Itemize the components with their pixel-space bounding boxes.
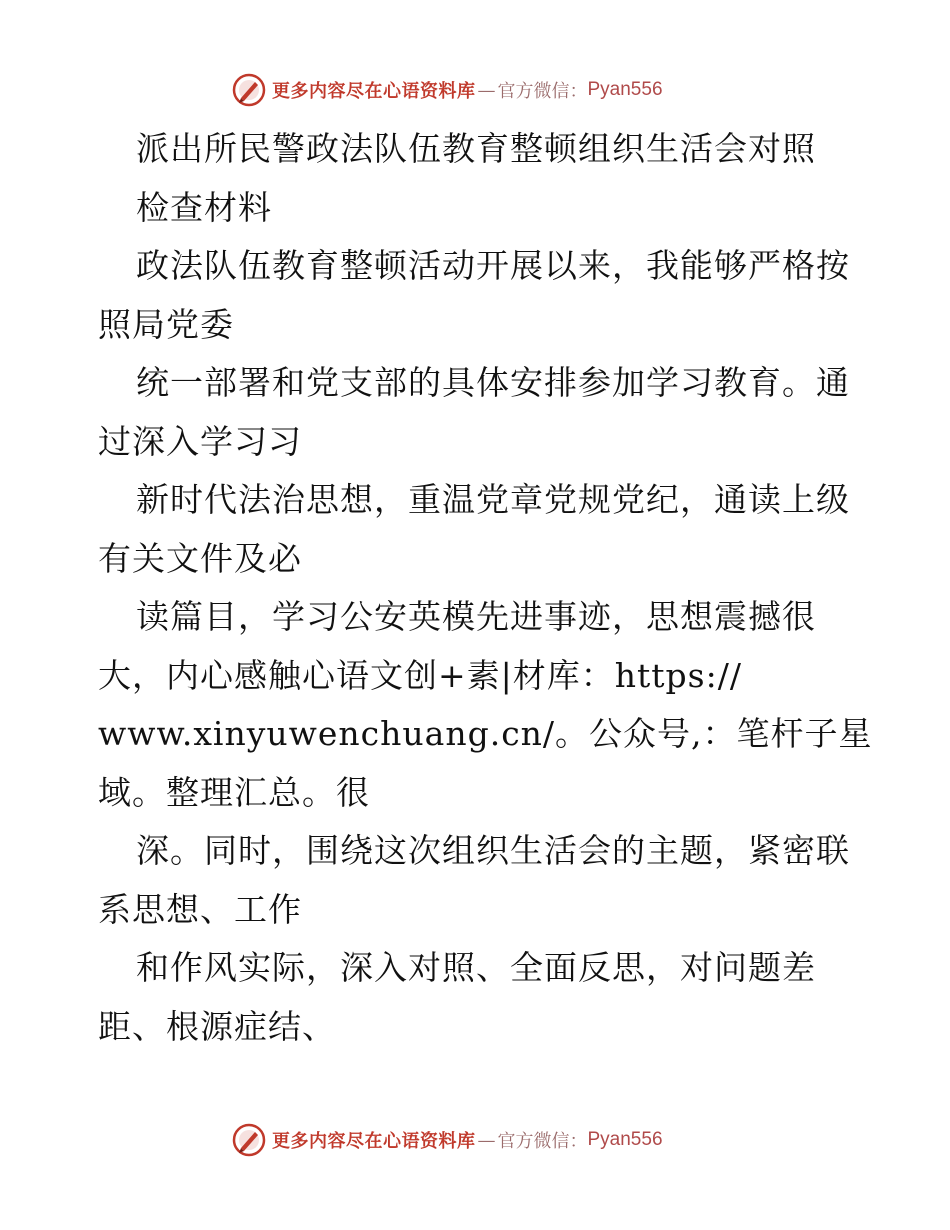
paragraph-line: 政法队伍教育整顿活动开展以来，我能够严格按 [136,246,850,285]
watermark-main-text: 更多内容尽在心语资料库 [272,1131,476,1152]
paragraph-line: www.xinyuwenchuang.cn/。公众号,：笔杆子星 [98,714,873,753]
watermark-banner-top [232,70,732,110]
watermark-dash: — [477,79,496,101]
watermark-dash: — [477,1129,496,1151]
paragraph-line: 深。同时，围绕这次组织生活会的主题，紧密联 [136,831,850,870]
watermark-wechat-id: Pyan556 [587,79,663,100]
paragraph-line: 照局党委 [98,304,234,344]
watermark-banner-bottom [232,1120,732,1160]
paragraph-line: 域。整理汇总。很 [98,772,370,812]
watermark-wechat-id: Pyan556 [587,1129,663,1150]
paragraph-line: 新时代法治思想，重温党章党规党纪，通读上级 [136,480,850,519]
document-title-line-2: 检查材料 [136,187,272,227]
pen-logo-icon [232,73,266,107]
paragraph-line: 有关文件及必 [98,538,302,578]
paragraph-line: 距、根源症结、 [98,1006,336,1046]
paragraph-line: 读篇目，学习公安英模先进事迹，思想震撼很 [136,597,816,636]
pen-logo-icon [232,1123,266,1157]
paragraph-line: 统一部署和党支部的具体安排参加学习教育。通 [136,363,850,402]
watermark-sub-text: 官方微信： [497,1131,588,1152]
paragraph-line: 和作风实际，深入对照、全面反思，对问题差 [136,948,816,987]
watermark-main-text: 更多内容尽在心语资料库 [272,81,476,102]
paragraph-line: 大，内心感触心语文创+素|材库：https:// [98,655,742,695]
document-body [98,120,873,1056]
watermark-sub-text: 官方微信： [497,81,588,102]
document-title-line-1: 派出所民警政法队伍教育整顿组织生活会对照 [136,129,816,168]
paragraph-line: 过深入学习习 [98,421,302,461]
paragraph-line: 系思想、工作 [98,889,302,929]
